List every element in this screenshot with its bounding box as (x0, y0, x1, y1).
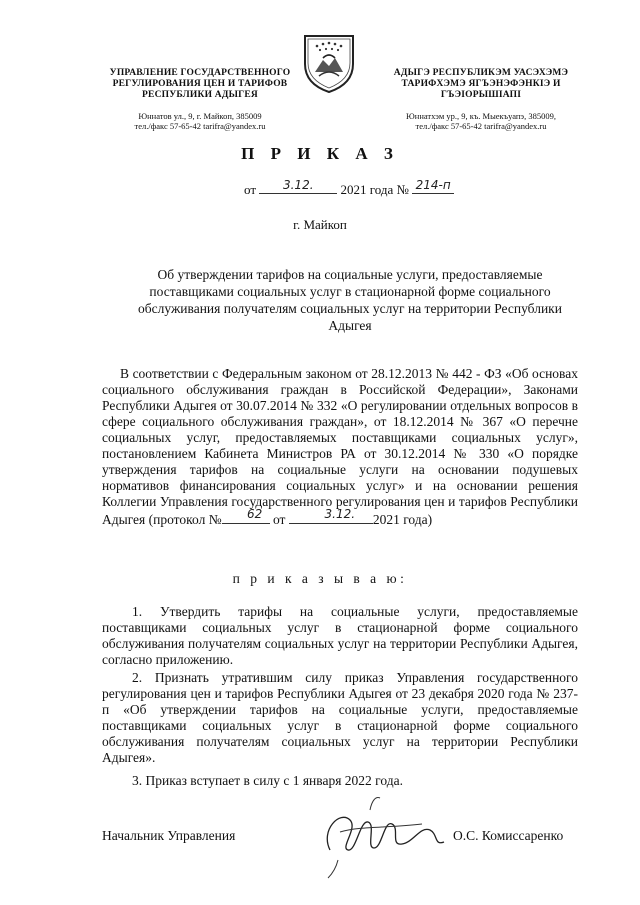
order-item-2: 2. Признать утратившим силу приказ Управления государственного регулирования цен и тарифов Республики Адыгея от 23 декабря 2020 года № 237-п «Об утверждении тарифов на социальные услуги, предоставляемые поставщиками социальных услуг в стационарной форме социального обслуживания получателям социальных услуг на территории Республики Адыгея». (102, 670, 578, 765)
header-right (372, 68, 590, 131)
city: г. Майкоп (293, 217, 347, 232)
handwritten-protocol-number: 62 (246, 507, 263, 521)
preamble-text: В соответствии с Федеральным законом от 28.12.2013 № 442 - ФЗ «Об основах социального обслуживания граждан в Российской Федерации», Законами Республики Адыгея от 30.07.2014 № 332 «О регулировании отдельных вопросов в сфере социального обслуживания граждан», от 18.12.2014 № 367 «О перечне социальных услуг, предоставляемых поставщиками социальных услуг», постановлением Кабинета Министров РА от 30.12.2014 № 330 «О порядке утверждения тарифов на социальные услуги на основании подушевых нормативов финансирования социальных услуг» и на основании решения Коллегии Управления государственного регулирования цен и тарифов Республики Адыгея (протокол № (102, 366, 578, 527)
year-text: 2021 года № (340, 182, 409, 197)
order-item-3: 3. Приказ вступает в силу с 1 января 2022 года. (132, 773, 403, 788)
org-address-ru: Юннатов ул., 9, г. Майкоп, 385009 (138, 111, 262, 121)
header-left (100, 68, 300, 131)
handwritten-protocol-date: 3.12. (324, 507, 356, 521)
protocol-date-blank (289, 507, 373, 524)
org-address-ady: Юннатхэм ур., 9, къ. Мыекъуапэ, 385009, (406, 111, 556, 121)
date-blank (259, 180, 337, 194)
order-date-line (244, 180, 454, 198)
preamble-tail: 2021 года) (372, 512, 433, 527)
preamble-paragraph (102, 366, 578, 528)
org-name-ady: АДЫГЭ РЕСПУБЛИКЭМ УАСЭХЭМЭ ТАРИФХЭМЭ ЯГЪЭНЭФЭНКIЭ И ГЪЭIОРЫШIАПI (393, 68, 569, 100)
number-blank (412, 180, 454, 194)
order-item-1: 1. Утвердить тарифы на социальные услуги, предоставляемые поставщиками социальных услуг в стационарной форме социального обслуживания получателям социальных услуг на территории Республики Адыгея, согласно приложению. (102, 604, 578, 667)
org-contacts-ru: тел./факс 57-65-42 tarifra@yandex.ru (134, 121, 266, 131)
protocol-number-blank (222, 507, 270, 524)
org-contacts-ady: тел./факс 57-65-42 tarifra@yandex.ru (415, 121, 547, 131)
signatory-title: Начальник Управления (102, 828, 236, 843)
order-title: П Р И К А З (241, 144, 399, 163)
coat-of-arms-icon (297, 30, 361, 94)
signatory-name: О.С. Комиссаренко (453, 828, 564, 843)
order-word: п р и к а з ы в а ю: (232, 571, 408, 586)
date-prefix: от (244, 182, 257, 197)
preamble-mid: от (272, 512, 286, 527)
org-name-ru: УПРАВЛЕНИЕ ГОСУДАРСТВЕННОГО РЕГУЛИРОВАНИЯ ЦЕН И ТАРИФОВ РЕСПУБЛИКИ АДЫГЕЯ (109, 68, 291, 100)
handwritten-number: 214-п (415, 178, 451, 192)
order-subject: Об утверждении тарифов на социальные услуги, предоставляемые поставщиками социальных услуг в стационарной форме социального обслуживания получателям социальных услуг на территории Республики Адыгея (138, 267, 562, 333)
handwritten-signature (310, 790, 460, 880)
handwritten-date: 3.12. (282, 178, 314, 192)
